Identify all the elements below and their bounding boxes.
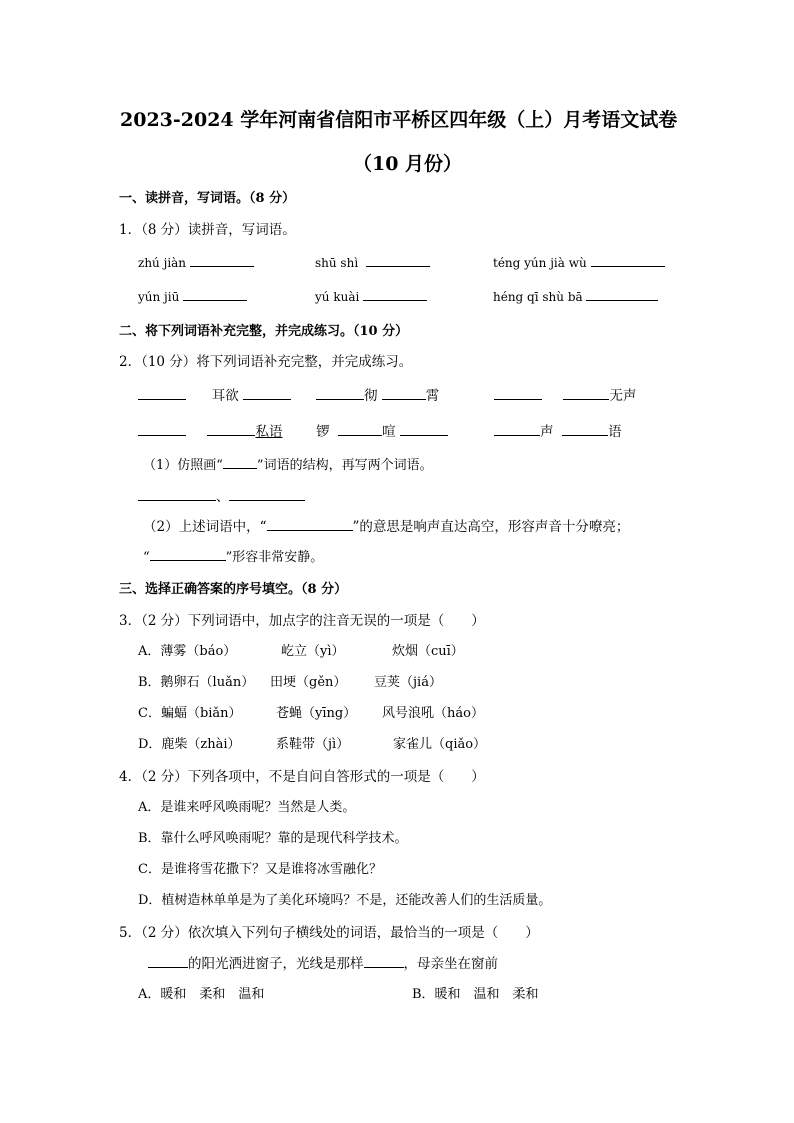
word-fill-row-2: 声 语 bbox=[494, 420, 622, 440]
answer-blank[interactable] bbox=[267, 517, 353, 531]
page-subtitle: （10 月份） bbox=[353, 153, 463, 175]
answer-blank[interactable] bbox=[138, 386, 186, 400]
option-a[interactable]: A．暖和 柔和 温和 bbox=[138, 987, 265, 1002]
pinyin-item: yún jiū bbox=[138, 287, 247, 304]
sub-question-2-cont: “ ”形容非常安静。 bbox=[143, 546, 323, 565]
option-d[interactable]: D．鹿柴（zhài） bbox=[138, 737, 241, 752]
answer-blank[interactable] bbox=[138, 422, 186, 436]
answer-blank[interactable] bbox=[382, 386, 426, 400]
pinyin-item: shū shì bbox=[315, 253, 430, 270]
section-1-heading: 一、读拼音，写词语。（8 分） bbox=[119, 191, 296, 206]
page-title: 2023-2024 学年河南省信阳市平桥区四年级（上）月考语文试卷 bbox=[120, 109, 678, 131]
answer-blank[interactable] bbox=[316, 386, 364, 400]
option-c-word-2: 苍蝇（yīng） bbox=[276, 706, 357, 721]
question-2-stem: 2．（10 分）将下列词语补充完整，并完成练习。 bbox=[119, 354, 413, 370]
word-fill-row-1: 彻 霄 bbox=[316, 384, 439, 404]
pinyin-item: yú kuài bbox=[315, 287, 427, 304]
answer-blank[interactable] bbox=[338, 422, 382, 436]
option-c[interactable]: C．蝙蝠（biǎn） bbox=[138, 706, 242, 721]
option-b[interactable]: B．暖和 温和 柔和 bbox=[412, 987, 539, 1002]
option-b[interactable]: B．靠什么呼风唤雨呢？靠的是现代科学技术。 bbox=[138, 831, 408, 846]
section-2-heading: 二、将下列词语补充完整，并完成练习。（10 分） bbox=[119, 324, 409, 339]
answer-blank[interactable] bbox=[190, 253, 254, 267]
answer-blank[interactable] bbox=[494, 386, 542, 400]
option-c[interactable]: C．是谁将雪花撒下？又是谁将冰雪融化？ bbox=[138, 862, 382, 877]
answer-blank[interactable] bbox=[586, 287, 658, 301]
answer-blank[interactable] bbox=[363, 287, 427, 301]
answer-blank[interactable] bbox=[207, 422, 255, 436]
pinyin-item: téng yún jià wù bbox=[493, 253, 665, 270]
option-a[interactable]: A．是谁来呼风唤雨呢？当然是人类。 bbox=[138, 800, 356, 815]
answer-blank[interactable] bbox=[494, 422, 540, 436]
sub-question-2: （2）上述词语中，“ ”的意思是响声直达高空，形容声音十分嘹亮； bbox=[143, 519, 630, 535]
answer-blank[interactable] bbox=[148, 954, 188, 968]
pinyin-item: héng qī shù bā bbox=[493, 287, 658, 304]
answer-blank[interactable] bbox=[138, 487, 216, 501]
question-5-sentence: 的阳光洒进窗子，光线是那样 ，母亲坐在窗前 bbox=[148, 952, 498, 972]
option-a-word-3: 炊烟（cuī） bbox=[392, 644, 464, 659]
sub-question-1: （1）仿照画“ ”词语的结构，再写两个词语。 bbox=[143, 454, 433, 473]
question-1-stem: 1．（8 分）读拼音，写词语。 bbox=[119, 222, 296, 238]
word-fill-row-1: 耳欲 bbox=[138, 384, 291, 404]
question-4-stem: 4．（2 分）下列各项中，不是自问自答形式的一项是（ ） bbox=[119, 769, 485, 785]
word-fill-row-1: 无声 bbox=[494, 384, 636, 404]
sub-question-1-answers: 、 bbox=[138, 486, 305, 505]
answer-blank[interactable] bbox=[183, 287, 247, 301]
option-c-word-3: 风号浪吼（háo） bbox=[382, 706, 484, 721]
answer-blank[interactable] bbox=[366, 253, 430, 267]
option-b-word-2: 田埂（gěn） bbox=[270, 675, 347, 690]
answer-blank[interactable] bbox=[563, 386, 609, 400]
underlined-word: 私语 bbox=[255, 424, 283, 440]
option-a[interactable]: A．薄雾（báo） bbox=[138, 644, 237, 659]
answer-blank[interactable] bbox=[562, 422, 608, 436]
answer-blank[interactable] bbox=[229, 487, 305, 501]
word-fill-row-2 bbox=[138, 420, 282, 440]
option-b-word-3: 豆荚（jiá） bbox=[374, 675, 442, 690]
word-fill-row-2: 锣 喧 bbox=[316, 420, 448, 440]
answer-blank[interactable] bbox=[150, 547, 226, 561]
question-3-stem: 3．（2 分）下列词语中，加点字的注音无误的一项是（ ） bbox=[119, 613, 485, 629]
option-b[interactable]: B．鹅卵石（luǎn） bbox=[138, 675, 255, 690]
option-d-word-3: 家雀儿（qiǎo） bbox=[393, 737, 487, 752]
option-d[interactable]: D．植树造林单单是为了美化环境吗？不是，还能改善人们的生活质量。 bbox=[138, 893, 552, 908]
option-d-word-2: 系鞋带（jì） bbox=[276, 737, 350, 752]
section-3-heading: 三、选择正确答案的序号填空。（8 分） bbox=[119, 582, 348, 597]
answer-blank[interactable] bbox=[223, 455, 257, 469]
pinyin-item: zhú jiàn bbox=[138, 253, 254, 270]
option-a-word-2: 屹立（yì） bbox=[281, 644, 345, 659]
question-5-stem: 5．（2 分）依次填入下列句子横线处的词语，最恰当的一项是（ ） bbox=[119, 925, 539, 941]
answer-blank[interactable] bbox=[364, 954, 404, 968]
answer-blank[interactable] bbox=[591, 253, 665, 267]
answer-blank[interactable] bbox=[243, 386, 291, 400]
answer-blank[interactable] bbox=[400, 422, 448, 436]
